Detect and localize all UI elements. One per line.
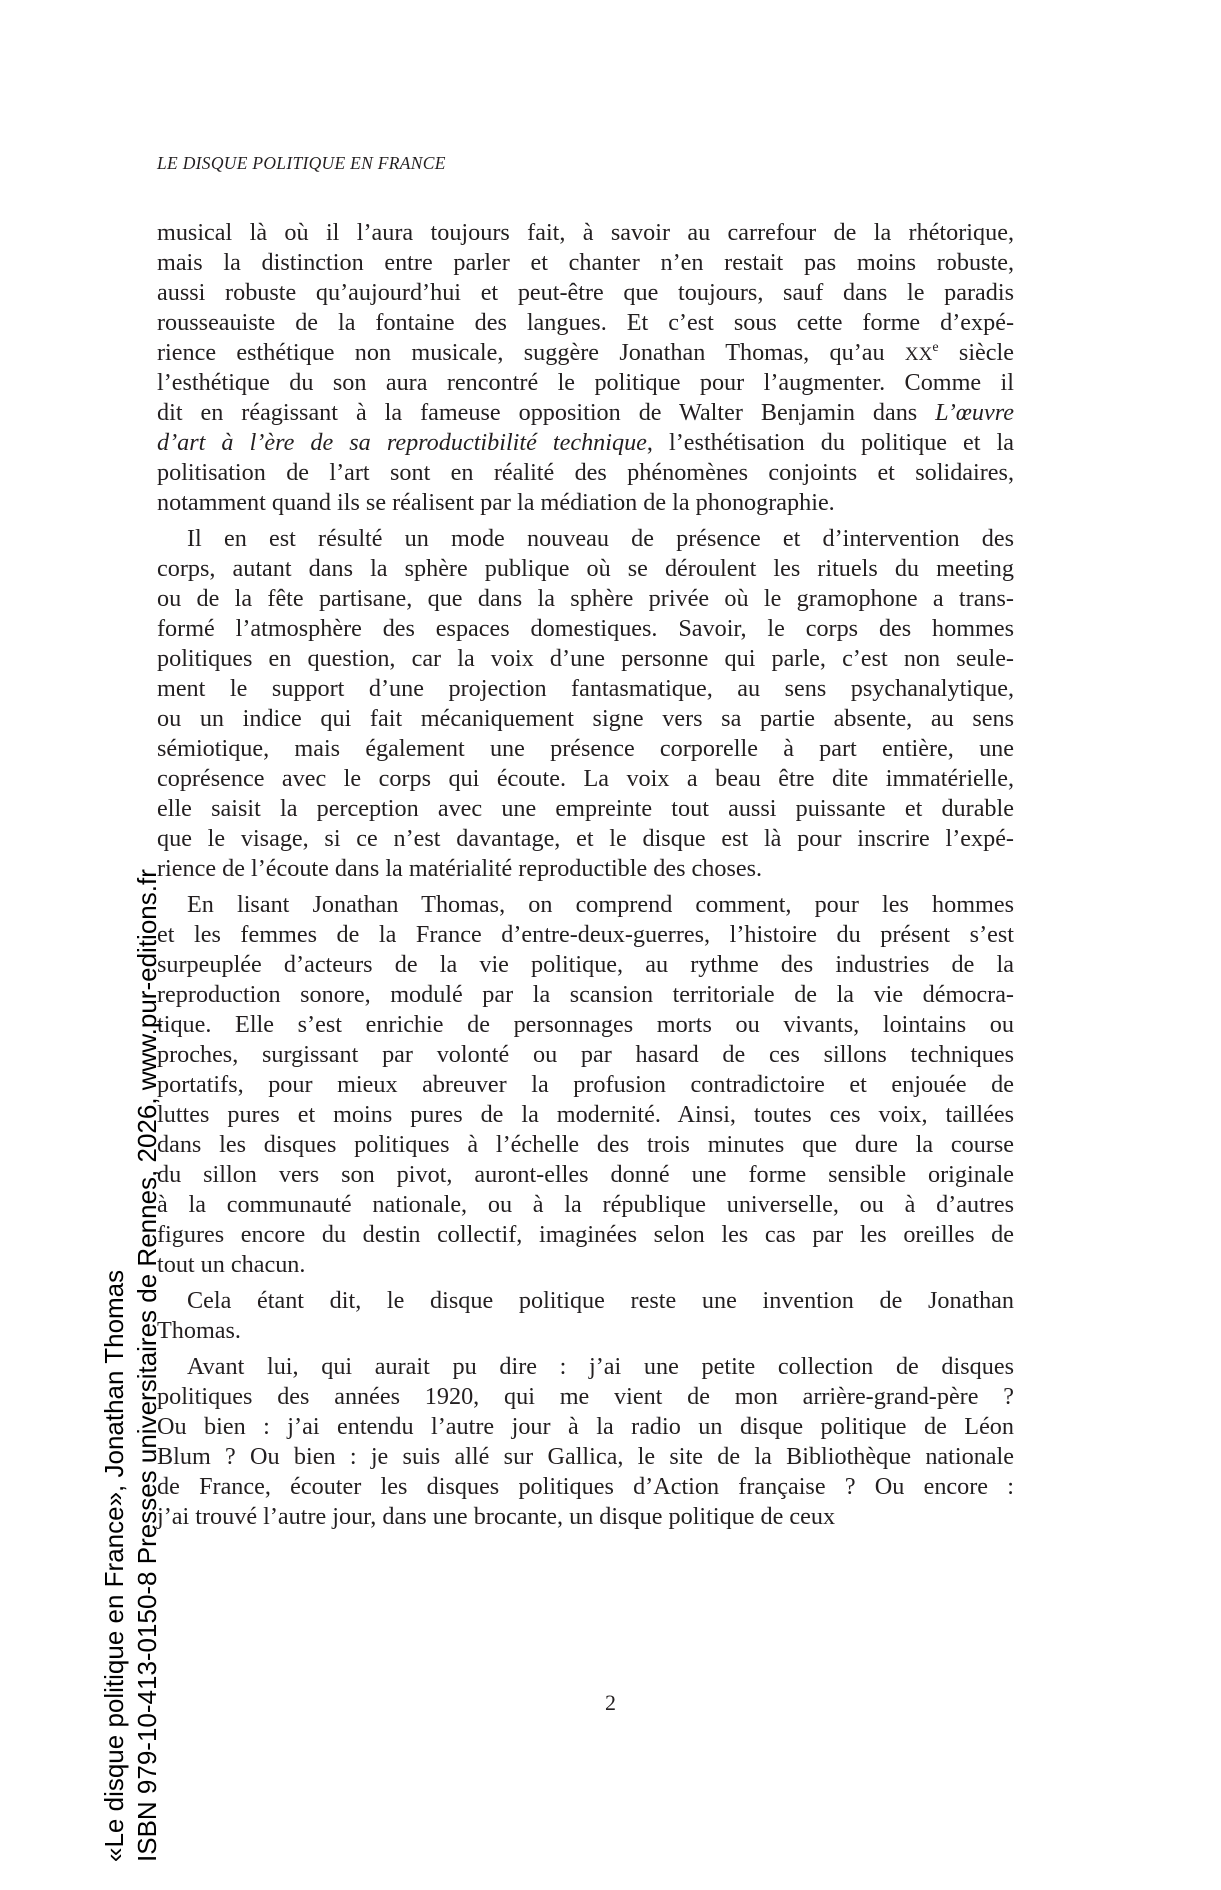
text-line: politiques des années 1920, qui me vient de mon arrière-grand-père ? — [157, 1383, 1014, 1410]
text-line — [157, 398, 1014, 428]
text-line: Il en est résulté un mode nouveau de présence et d’intervention des — [187, 525, 1014, 552]
text-run: siècle — [938, 339, 1014, 366]
text-line: ment le support d’une projection fantasmatique, au sens psychanalytique, — [157, 675, 1014, 702]
text-line: aussi robuste qu’aujourd’hui et peut-être que toujours, sauf dans le paradis — [157, 279, 1014, 306]
text-line: tout un chacun. — [157, 1251, 306, 1278]
credit-isbn-publisher: ISBN 979-10-413-0150-8 Presses universitaires de Rennes, 2026, www.pur-editions.fr — [132, 869, 162, 1862]
text-line: portatifs, pour mieux abreuver la profusion contradictoire et enjouée de — [157, 1071, 1014, 1098]
text-line: luttes pures et moins pures de la modernité. Ainsi, toutes ces voix, taillées — [157, 1101, 1014, 1128]
text-line: proches, surgissant par volonté ou par hasard de ces sillons techniques — [157, 1041, 1014, 1068]
text-line — [157, 338, 1014, 368]
text-line: j’ai trouvé l’autre jour, dans une brocante, un disque politique de ceux — [157, 1503, 836, 1530]
text-line: elle saisit la perception avec une empreinte tout aussi puissante et durable — [157, 795, 1014, 822]
text-line: tique. Elle s’est enrichie de personnages morts ou vivants, lointains ou — [157, 1011, 1014, 1038]
text-line: Cela étant dit, le disque politique reste une invention de Jonathan — [187, 1287, 1014, 1314]
text-run: , l’esthétisation du politique et la — [646, 429, 1014, 456]
text-run: rience esthétique non musicale, suggère Jonathan Thomas, qu’au — [157, 339, 905, 366]
text-line: En lisant Jonathan Thomas, on comprend comment, pour les hommes — [187, 891, 1014, 918]
italic-title: L’œuvre — [935, 399, 1014, 426]
text-line: l’esthétique du son aura rencontré le politique pour l’augmenter. Comme il — [157, 369, 1014, 396]
credit-title-author: «Le disque politique en France», Jonathan Thomas — [99, 1269, 129, 1862]
text-line: du sillon vers son pivot, auront-elles donné une forme sensible originale — [157, 1161, 1014, 1188]
text-line: ou un indice qui fait mécaniquement signe vers sa partie absente, au sens — [157, 705, 1014, 732]
superscript: e — [932, 340, 939, 355]
text-line: et les femmes de la France d’entre-deux-guerres, l’histoire du présent s’est — [157, 921, 1014, 948]
page-number: 2 — [605, 1690, 616, 1715]
text-line: Ou bien : j’ai entendu l’autre jour à la radio un disque politique de Léon — [157, 1413, 1014, 1440]
text-line: surpeuplée d’acteurs de la vie politique, au rythme des industries de la — [157, 951, 1014, 978]
text-line: mais la distinction entre parler et chanter n’en restait pas moins robuste, — [157, 249, 1014, 276]
text-line: politiques en question, car la voix d’une personne qui parle, c’est non seule- — [157, 645, 1014, 672]
text-line: Avant lui, qui aurait pu dire : j’ai une petite collection de disques — [187, 1353, 1014, 1380]
text-line: Thomas. — [157, 1317, 241, 1344]
text-line: politisation de l’art sont en réalité des phénomènes conjoints et solidaires, — [157, 459, 1014, 486]
text-line: rousseauiste de la fontaine des langues. Et c’est sous cette forme d’expé- — [157, 309, 1014, 336]
text-line: que le visage, si ce n’est davantage, et le disque est là pour inscrire l’expé- — [157, 825, 1014, 852]
text-line: Blum ? Ou bien : je suis allé sur Gallica, le site de la Bibliothèque nationale — [157, 1443, 1014, 1470]
text-line: reproduction sonore, modulé par la scansion territoriale de la vie démocra- — [157, 981, 1014, 1008]
text-line: musical là où il l’aura toujours fait, à savoir au carrefour de la rhétorique, — [157, 219, 1014, 246]
running-header: LE DISQUE POLITIQUE EN FRANCE — [157, 153, 446, 173]
body-text — [157, 218, 1014, 1532]
text-line: rience de l’écoute dans la matérialité reproductible des choses. — [157, 855, 763, 882]
italic-title: d’art à l’ère de sa reproductibilité technique — [157, 429, 647, 456]
text-line: corps, autant dans la sphère publique où se déroulent les rituels du meeting — [157, 555, 1014, 582]
text-line: formé l’atmosphère des espaces domestiques. Savoir, le corps des hommes — [157, 615, 1014, 642]
text-line: de France, écouter les disques politiques d’Action française ? Ou encore : — [157, 1473, 1014, 1500]
text-line: dans les disques politiques à l’échelle des trois minutes que dure la course — [157, 1131, 1014, 1158]
side-credit — [98, 869, 164, 1862]
text-line: notamment quand ils se réalisent par la médiation de la phonographie. — [157, 489, 835, 516]
text-line: sémiotique, mais également une présence corporelle à part entière, une — [157, 735, 1014, 762]
text-line: ou de la fête partisane, que dans la sphère privée où le gramophone a trans- — [157, 585, 1014, 612]
text-line: à la communauté nationale, ou à la république universelle, ou à d’autres — [157, 1191, 1014, 1218]
text-run: dit en réagissant à la fameuse opposition de Walter Benjamin dans — [157, 399, 936, 426]
text-line: figures encore du destin collectif, imaginées selon les cas par les oreilles de — [157, 1221, 1014, 1248]
text-line: coprésence avec le corps qui écoute. La voix a beau être dite immatérielle, — [157, 765, 1014, 792]
century-numeral: XX — [904, 344, 933, 365]
text-line — [157, 428, 1014, 458]
